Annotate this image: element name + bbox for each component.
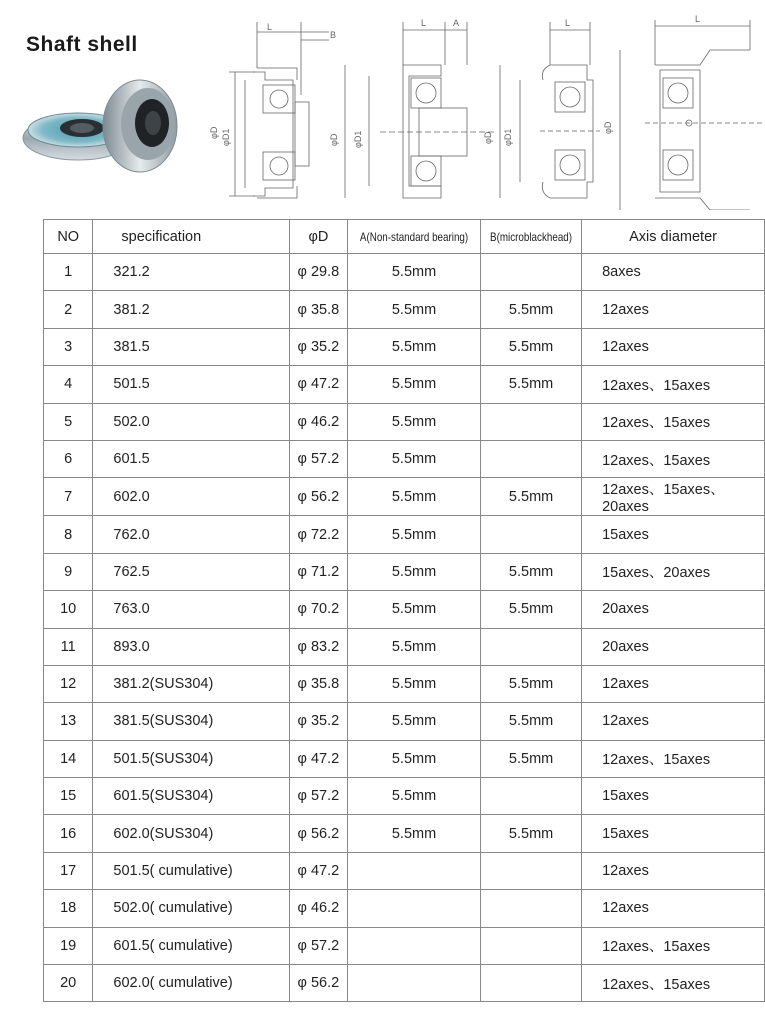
cell-a: 5.5mm <box>347 291 480 328</box>
table-row <box>44 403 765 440</box>
cell-a: 5.5mm <box>347 703 480 740</box>
cell-a: 5.5mm <box>347 740 480 777</box>
cell-b <box>481 254 582 291</box>
cell-a: 5.5mm <box>347 778 480 815</box>
cell-phiD: φ 70.2 <box>289 591 347 628</box>
cell-no: 6 <box>44 440 93 477</box>
cell-no: 1 <box>44 254 93 291</box>
cell-a: 5.5mm <box>347 591 480 628</box>
cell-no: 18 <box>44 890 93 927</box>
table-row <box>44 328 765 365</box>
drawing3-L-label: L <box>565 18 571 28</box>
cell-phiD: φ 57.2 <box>289 440 347 477</box>
header-no: NO <box>44 220 93 254</box>
table-row <box>44 516 765 553</box>
drawing2-phiD-label: φD <box>329 133 339 146</box>
cell-phiD: φ 56.2 <box>289 478 347 516</box>
table-row <box>44 291 765 328</box>
cell-no: 12 <box>44 665 93 702</box>
cell-axis-diameter: 12axes <box>582 890 765 927</box>
cell-phiD: φ 56.2 <box>289 965 347 1002</box>
cell-phiD: φ 46.2 <box>289 890 347 927</box>
cell-specification: 501.5 <box>93 366 289 403</box>
cell-no: 19 <box>44 927 93 964</box>
drawing-1 <box>209 22 336 198</box>
table-row <box>44 366 765 403</box>
cell-no: 8 <box>44 516 93 553</box>
cell-no: 11 <box>44 628 93 665</box>
cell-b: 5.5mm <box>481 665 582 702</box>
cell-b: 5.5mm <box>481 740 582 777</box>
table-row <box>44 703 765 740</box>
drawing-4 <box>603 14 765 210</box>
header-b-text: B(microblackhead) <box>490 229 573 244</box>
cell-phiD: φ 35.2 <box>289 328 347 365</box>
cell-a <box>347 890 480 927</box>
header-b <box>481 220 582 254</box>
drawing1-L-label: L <box>267 22 273 32</box>
cell-b: 5.5mm <box>481 328 582 365</box>
cell-b <box>481 890 582 927</box>
cell-axis-diameter: 12axes <box>582 665 765 702</box>
cell-specification: 762.5 <box>93 553 289 590</box>
cell-b: 5.5mm <box>481 553 582 590</box>
cell-phiD: φ 35.2 <box>289 703 347 740</box>
cell-phiD: φ 29.8 <box>289 254 347 291</box>
header-a-text: A(Non-standard bearing) <box>359 229 469 244</box>
cell-specification: 601.5(SUS304) <box>93 778 289 815</box>
cell-a <box>347 965 480 1002</box>
cell-axis-diameter: 12axes、15axes <box>582 440 765 477</box>
cell-specification: 602.0 <box>93 478 289 516</box>
cell-no: 9 <box>44 553 93 590</box>
drawing1-B-label: B <box>330 30 337 40</box>
cell-phiD: φ 47.2 <box>289 366 347 403</box>
cell-a <box>347 852 480 889</box>
cell-b <box>481 403 582 440</box>
header-a <box>347 220 480 254</box>
cell-b <box>481 965 582 1002</box>
drawing1-phiD-label: φD <box>209 126 219 139</box>
header-phiD: φD <box>289 220 347 254</box>
cell-axis-diameter: 15axes <box>582 815 765 852</box>
cell-a: 5.5mm <box>347 478 480 516</box>
cell-phiD: φ 57.2 <box>289 927 347 964</box>
cell-specification: 381.2 <box>93 291 289 328</box>
table-row <box>44 478 765 516</box>
cell-a: 5.5mm <box>347 254 480 291</box>
cell-no: 20 <box>44 965 93 1002</box>
cell-phiD: φ 71.2 <box>289 553 347 590</box>
cell-specification: 763.0 <box>93 591 289 628</box>
cell-a: 5.5mm <box>347 403 480 440</box>
cell-b: 5.5mm <box>481 291 582 328</box>
cell-axis-diameter: 12axes、15axes <box>582 366 765 403</box>
table-row <box>44 254 765 291</box>
cell-no: 7 <box>44 478 93 516</box>
cell-phiD: φ 47.2 <box>289 740 347 777</box>
cell-axis-diameter: 12axes <box>582 852 765 889</box>
table-row <box>44 628 765 665</box>
cell-axis-diameter: 12axes、15axes <box>582 403 765 440</box>
cell-no: 15 <box>44 778 93 815</box>
cell-no: 3 <box>44 328 93 365</box>
cell-a: 5.5mm <box>347 665 480 702</box>
cell-specification: 501.5(SUS304) <box>93 740 289 777</box>
cell-no: 13 <box>44 703 93 740</box>
header-axis-diameter: Axis diameter <box>582 220 765 254</box>
cell-specification: 601.5 <box>93 440 289 477</box>
cell-axis-diameter: 20axes <box>582 591 765 628</box>
cell-specification: 501.5( cumulative) <box>93 852 289 889</box>
table-row <box>44 965 765 1002</box>
cell-b <box>481 927 582 964</box>
table-row <box>44 553 765 590</box>
cell-b: 5.5mm <box>481 815 582 852</box>
cell-specification: 381.5 <box>93 328 289 365</box>
table-row <box>44 815 765 852</box>
drawing-3 <box>483 18 600 198</box>
cell-a: 5.5mm <box>347 366 480 403</box>
cell-specification: 502.0 <box>93 403 289 440</box>
cell-axis-diameter: 15axes <box>582 516 765 553</box>
cell-specification: 893.0 <box>93 628 289 665</box>
cell-axis-diameter: 12axes <box>582 291 765 328</box>
cell-no: 4 <box>44 366 93 403</box>
cell-specification: 381.2(SUS304) <box>93 665 289 702</box>
cell-b <box>481 628 582 665</box>
cell-b <box>481 778 582 815</box>
cell-no: 10 <box>44 591 93 628</box>
cell-axis-diameter: 15axes <box>582 778 765 815</box>
cell-b: 5.5mm <box>481 366 582 403</box>
table-row <box>44 778 765 815</box>
table-header-row <box>44 220 765 254</box>
cell-axis-diameter: 12axes、15axes <box>582 927 765 964</box>
table-row <box>44 852 765 889</box>
drawing4-phiD-label: φD <box>603 121 613 134</box>
shaft-shell-photo <box>20 68 185 178</box>
cell-no: 14 <box>44 740 93 777</box>
cell-phiD: φ 57.2 <box>289 778 347 815</box>
table-row <box>44 927 765 964</box>
cell-no: 17 <box>44 852 93 889</box>
cell-specification: 602.0( cumulative) <box>93 965 289 1002</box>
cell-phiD: φ 35.8 <box>289 291 347 328</box>
cell-phiD: φ 83.2 <box>289 628 347 665</box>
cell-phiD: φ 35.8 <box>289 665 347 702</box>
cell-axis-diameter: 12axes、15axes、20axes <box>582 478 765 516</box>
cell-specification: 321.2 <box>93 254 289 291</box>
cell-phiD: φ 47.2 <box>289 852 347 889</box>
cell-specification: 502.0( cumulative) <box>93 890 289 927</box>
cell-axis-diameter: 12axes <box>582 703 765 740</box>
cell-specification: 762.0 <box>93 516 289 553</box>
cell-axis-diameter: 12axes <box>582 328 765 365</box>
cell-b <box>481 852 582 889</box>
drawing-2 <box>329 18 495 198</box>
cell-specification: 601.5( cumulative) <box>93 927 289 964</box>
drawing2-A-label: A <box>453 18 460 28</box>
header-specification: specification <box>93 220 289 254</box>
cell-no: 2 <box>44 291 93 328</box>
cell-b <box>481 440 582 477</box>
cell-axis-diameter: 15axes、20axes <box>582 553 765 590</box>
cell-a: 5.5mm <box>347 628 480 665</box>
cell-a: 5.5mm <box>347 328 480 365</box>
cell-b <box>481 516 582 553</box>
page-title: Shaft shell <box>26 33 138 56</box>
drawing1-phiD1-label: φD1 <box>221 128 231 146</box>
table-row <box>44 440 765 477</box>
technical-drawings <box>205 10 765 210</box>
cell-b: 5.5mm <box>481 703 582 740</box>
table-row <box>44 740 765 777</box>
cell-specification: 381.5(SUS304) <box>93 703 289 740</box>
cell-a: 5.5mm <box>347 815 480 852</box>
cell-axis-diameter: 12axes、15axes <box>582 740 765 777</box>
table-row <box>44 665 765 702</box>
drawing2-L-label: L <box>421 18 427 28</box>
cell-phiD: φ 46.2 <box>289 403 347 440</box>
cell-axis-diameter: 20axes <box>582 628 765 665</box>
cell-no: 16 <box>44 815 93 852</box>
cell-a <box>347 927 480 964</box>
cell-a: 5.5mm <box>347 440 480 477</box>
drawing2-phiD1-label: φD1 <box>353 130 363 148</box>
cell-a: 5.5mm <box>347 516 480 553</box>
drawing3-phiD1-label: φD1 <box>503 128 513 146</box>
cell-axis-diameter: 12axes、15axes <box>582 965 765 1002</box>
cell-phiD: φ 72.2 <box>289 516 347 553</box>
cell-b: 5.5mm <box>481 591 582 628</box>
cell-phiD: φ 56.2 <box>289 815 347 852</box>
drawing3-phiD-label: φD <box>483 131 493 144</box>
cell-a: 5.5mm <box>347 553 480 590</box>
cell-axis-diameter: 8axes <box>582 254 765 291</box>
table-row <box>44 591 765 628</box>
cell-no: 5 <box>44 403 93 440</box>
cell-b: 5.5mm <box>481 478 582 516</box>
table-row <box>44 890 765 927</box>
drawing4-L-label: L <box>695 14 701 24</box>
spec-table <box>43 219 765 1002</box>
cell-specification: 602.0(SUS304) <box>93 815 289 852</box>
